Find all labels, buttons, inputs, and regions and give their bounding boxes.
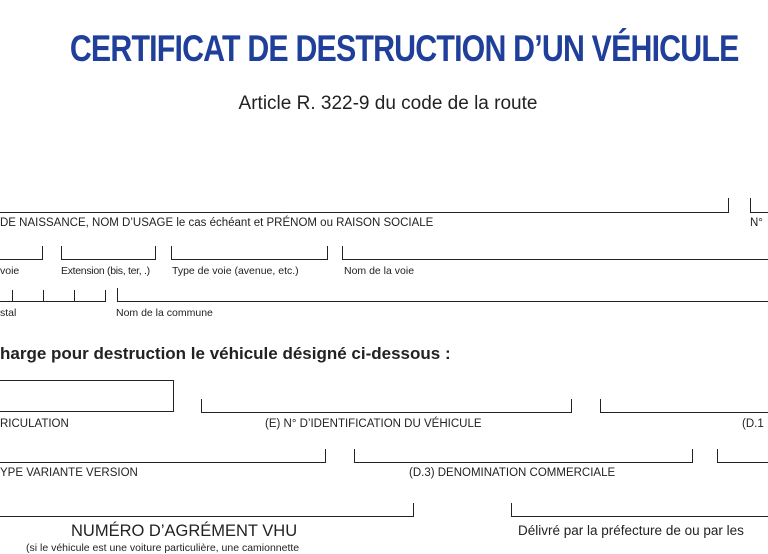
postal-code-label: stal bbox=[0, 307, 17, 319]
name-field-label: DE NAISSANCE, NOM D’USAGE le cas échéant et PRÉNOM ou RAISON SOCIALE bbox=[0, 217, 434, 229]
commune-label: Nom de la commune bbox=[116, 307, 213, 319]
document-title: CERTIFICAT DE DESTRUCTION D’UN VÉHICULE bbox=[69, 28, 739, 69]
delivre-line[interactable] bbox=[511, 516, 768, 517]
name-field-end-tick bbox=[728, 198, 729, 213]
number-field-label: N° bbox=[750, 217, 763, 229]
type-voie-line[interactable] bbox=[171, 259, 327, 260]
vhu-note: (si le véhicule est une voiture particulière, une camionnette bbox=[26, 542, 300, 554]
voie-number-line[interactable] bbox=[0, 259, 42, 260]
extension-line[interactable] bbox=[61, 259, 155, 260]
d3-label: (D.3) DENOMINATION COMMERCIALE bbox=[409, 467, 616, 479]
immatriculation-label: RICULATION bbox=[0, 418, 69, 430]
postal-tick-1 bbox=[12, 290, 13, 302]
d1-label: (D.1 bbox=[742, 418, 764, 430]
voie-number-end-tick bbox=[42, 246, 43, 260]
voie-number-label: voie bbox=[0, 265, 20, 277]
postal-tick-3 bbox=[74, 290, 75, 302]
vin-end-tick bbox=[571, 399, 572, 413]
commune-start-tick bbox=[117, 288, 118, 302]
document-subtitle: Article R. 322-9 du code de la route bbox=[238, 93, 538, 114]
d3-end-tick bbox=[692, 449, 693, 463]
vhu-agrement-title: NUMÉRO D’AGRÉMENT VHU bbox=[71, 522, 298, 540]
extension-label: Extension (bis, ter, .) bbox=[61, 265, 150, 277]
delivre-label: Délivré par la préfecture de ou par les bbox=[518, 523, 744, 538]
vin-line[interactable] bbox=[201, 412, 572, 413]
vin-label: (E) N° D’IDENTIFICATION DU VÉHICULE bbox=[265, 418, 482, 430]
vhu-number-end-tick bbox=[413, 503, 414, 517]
extension-start-tick bbox=[61, 246, 62, 260]
immatriculation-box[interactable] bbox=[0, 380, 174, 412]
nom-voie-start-tick bbox=[342, 246, 343, 260]
postal-code-line[interactable] bbox=[0, 301, 106, 302]
postal-tick-4 bbox=[105, 290, 106, 302]
d2-start-tick bbox=[717, 449, 718, 463]
postal-tick-2 bbox=[43, 290, 44, 302]
nom-voie-line[interactable] bbox=[342, 259, 768, 260]
d3-line[interactable] bbox=[354, 462, 693, 463]
number-field-start-tick bbox=[750, 198, 751, 213]
d2-line[interactable] bbox=[717, 462, 768, 463]
type-voie-end-tick bbox=[327, 246, 328, 260]
delivre-start-tick bbox=[511, 503, 512, 517]
vin-start-tick bbox=[201, 399, 202, 413]
type-variante-line[interactable] bbox=[0, 462, 326, 463]
name-field-line[interactable] bbox=[0, 212, 729, 213]
type-voie-start-tick bbox=[171, 246, 172, 260]
nom-voie-label: Nom de la voie bbox=[344, 265, 415, 277]
number-field-line[interactable] bbox=[750, 212, 768, 213]
d1-line[interactable] bbox=[600, 412, 768, 413]
extension-end-tick bbox=[155, 246, 156, 260]
d3-start-tick bbox=[354, 449, 355, 463]
type-variante-label: YPE VARIANTE VERSION bbox=[0, 467, 138, 479]
commune-line[interactable] bbox=[117, 301, 768, 302]
type-variante-end-tick bbox=[325, 449, 326, 463]
d1-start-tick bbox=[600, 399, 601, 413]
vhu-number-line[interactable] bbox=[0, 516, 414, 517]
type-voie-label: Type de voie (avenue, etc.) bbox=[172, 265, 299, 277]
vehicle-section-heading: harge pour destruction le véhicule désigné ci-dessous : bbox=[0, 344, 451, 363]
